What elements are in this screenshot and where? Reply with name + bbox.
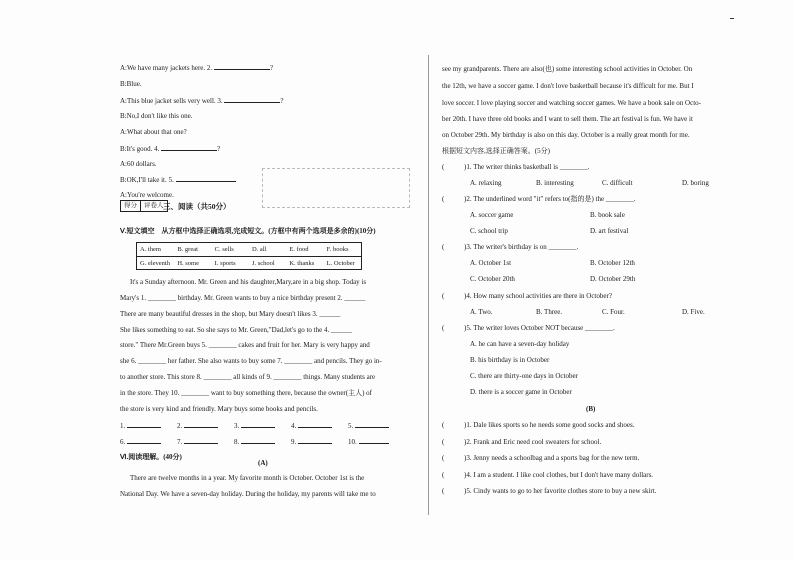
- option-line: C. there are thirty-one days in October: [470, 372, 578, 380]
- faded-stamp: [262, 168, 410, 208]
- word-box: [136, 242, 362, 270]
- corner-mark: [730, 18, 734, 19]
- column-divider: [428, 55, 429, 515]
- option-row: C. October 20th D. October 29th: [470, 275, 636, 283]
- dialogue-line: A:This blue jacket sells very well. 3. ?: [120, 97, 284, 105]
- section-title: 三、阅读（共50分）: [163, 202, 231, 211]
- option-row: C. school trip D. art festival: [470, 227, 629, 235]
- dialogue-line: A:We have many jackets here. 2. ?: [120, 64, 274, 72]
- dialogue-line: B:OK,I'll take it. 5.: [120, 174, 236, 185]
- passage-line: love soccer. I love playing soccer and watching soccer games. We have a book sale on Octo-: [442, 99, 701, 107]
- passage-line: ber 20th. I have three old books and I want to sell them. The art festival is fun. We have it: [442, 115, 693, 123]
- option-line: D. there is a soccer game in October: [470, 388, 572, 396]
- score-box: [120, 200, 168, 212]
- matching-item: ( )1. Dale likes sports so he needs some good socks and shoes.: [442, 421, 635, 429]
- passage-line: There are twelve months in a year. My favorite month is October. October 1st is the: [130, 474, 365, 482]
- matching-item: ( )2. Frank and Eric need cool sweaters for school.: [442, 438, 602, 446]
- dialogue-line: B:Blue.: [120, 80, 142, 88]
- question: ( )2. The underlined word "it" refers to(指的是) the ________.: [442, 195, 636, 203]
- question: ( )3. The writer's birthday is on ________.: [442, 243, 579, 251]
- word-box-row: G. eleventh H. some I. sports J. school K. thanks L. October: [140, 260, 355, 267]
- dialogue-line: B:It's good. 4. ?: [120, 145, 221, 153]
- option-row: A. relaxing B. interesting C. difficult D. boring: [470, 179, 709, 187]
- answer-row: 6. 7. 8. 9. 10.: [120, 436, 405, 447]
- option-line: B. his birthday is in October: [470, 356, 550, 364]
- cloze-line: Mary's 1. ________ birthday. Mr. Green wants to buy a nice birthday present 2. ______: [120, 294, 366, 302]
- passage-a-label: (A): [258, 459, 268, 467]
- question: ( )5. The writer loves October NOT because ________.: [442, 324, 615, 332]
- matching-item: ( )3. Jenny needs a schoolbag and a sports bag for the new term.: [442, 454, 640, 462]
- passage-line: National Day. We have a seven-day holiday. During the holiday, my parents will take me to: [120, 490, 376, 498]
- cloze-line: She likes something to eat. So she says to Mr. Green,"Dad,let's go to the 4. ______: [120, 326, 352, 334]
- dialogue-line: A:60 dollars.: [120, 160, 157, 168]
- answer-row: 1. 2. 3. 4. 5.: [120, 420, 405, 431]
- passage-b-label: (B): [586, 405, 596, 413]
- cloze-line: store." There Mr.Green buys 5. ________ cakes and fruit for her. Mary is very happy and: [120, 341, 370, 349]
- grader-label: 评卷人: [144, 202, 164, 209]
- matching-item: ( )5. Cindy wants to go to her favorite clothes store to buy a new skirt.: [442, 487, 657, 495]
- score-label: 得分: [121, 201, 141, 211]
- option-row: A. soccer game B. book sale: [470, 211, 625, 219]
- cloze-title: Ⅴ.短文填空 从方框中选择正确选项,完成短文。(方框中有两个选项是多余的)(10分): [120, 227, 376, 235]
- cloze-line: to another store. This store 8. ________ all kinds of 9. ________ things. Many students are: [120, 373, 376, 381]
- question: ( )1. The writer thinks basketball is ________.: [442, 163, 590, 171]
- cloze-line: It's a Sunday afternoon. Mr. Green and his daughter,Mary,are in a big shop. Today is: [130, 278, 367, 286]
- cloze-line: she 6. ________ her father. She also wants to buy some 7. ________ and pencils. They go in-: [120, 357, 382, 365]
- question: ( )4. How many school activities are there in October?: [442, 292, 612, 300]
- passage-line: see my grandparents. There are also(也) some interesting school activities in October. On: [442, 65, 693, 73]
- passage-line: the 12th, we have a soccer game. I don't love basketball because it's difficult for me. But I: [442, 82, 694, 90]
- cloze-line: in the store. They 10. ________ want to buy something there, because the owner(主人) of: [120, 389, 373, 397]
- dialogue-line: B:No,I don't like this one.: [120, 112, 193, 120]
- passage-line: on October 29th. My birthday is also on this day. October is a really great month for me.: [442, 131, 690, 139]
- option-line: A. he can have a seven-day holiday: [470, 340, 570, 348]
- dialogue-line: A:You're welcome.: [120, 191, 174, 199]
- word-box-row: A. them B. great C. sells D. all E. food F. books: [137, 243, 361, 257]
- dialogue-line: A:What about that one?: [120, 128, 187, 136]
- cloze-line: There are many beautiful dresses in the shop, but Mary doesn't likes 3. ______: [120, 310, 341, 318]
- instruction-line: 根据短文内容,选择正确答案。(5分): [442, 147, 550, 155]
- reading-title: Ⅵ.阅读理解。(40分): [120, 453, 182, 461]
- matching-item: ( )4. I am a student. I like cool clothes, but I don't have many dollars.: [442, 471, 654, 479]
- option-row: A. October 1st B. October 12th: [470, 259, 635, 267]
- option-row: A. Two. B. Three. C. Four. D. Five.: [470, 308, 705, 316]
- cloze-line: the store is very kind and friendly. Mary buys some books and pencils.: [120, 405, 318, 413]
